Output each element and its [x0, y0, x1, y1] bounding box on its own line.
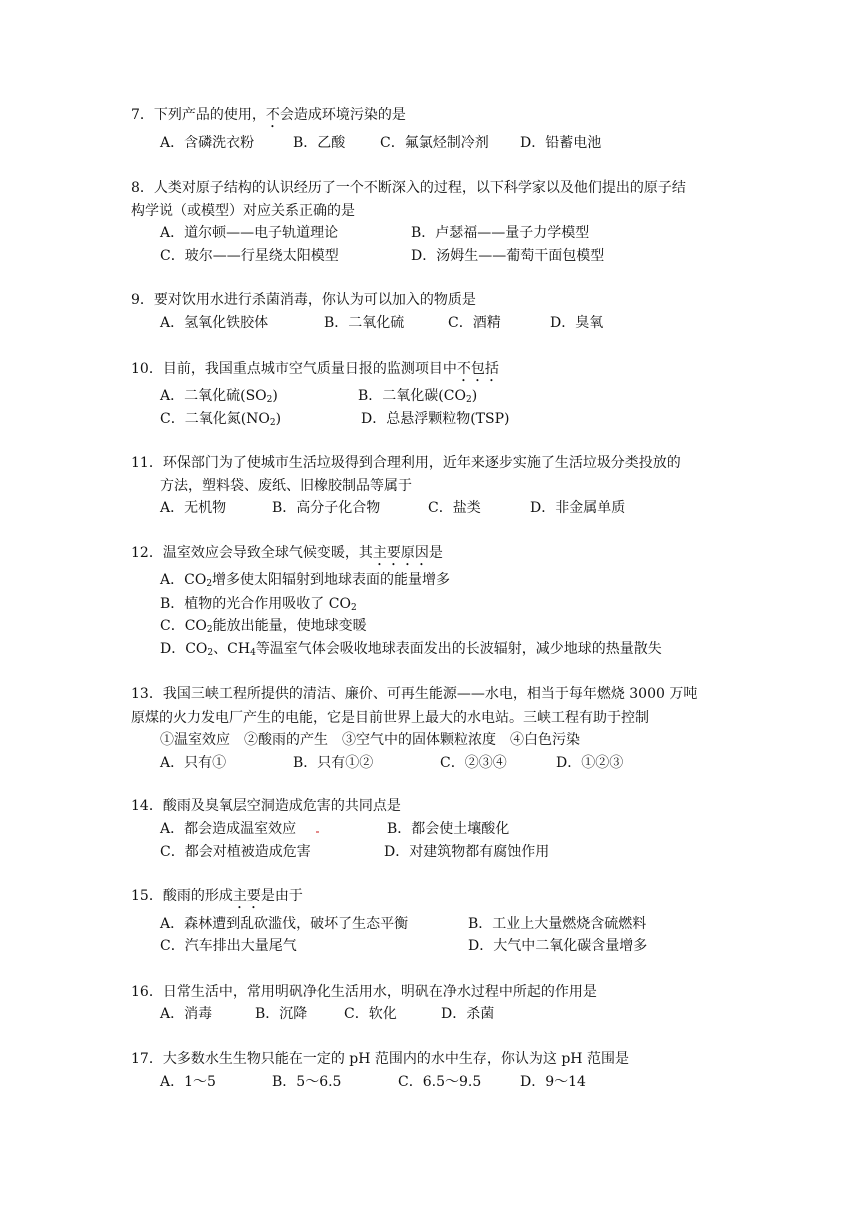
q11-option-d: D．非金属单质: [530, 500, 626, 516]
question-11-stem-line2: 方法，塑料袋、废纸、旧橡胶制品等属于: [160, 478, 412, 494]
q12-option-a: A．$CO_2$增多使太阳辐射到地球表面的能量增多: [160, 572, 451, 589]
question-16-stem: 16．日常生活中，常用明矾净化生活用水，明矾在净水过程中所起的作用是: [131, 984, 597, 1000]
q12-option-b: B．植物的光合作用吸收了 $CO_2$: [160, 596, 357, 613]
q8-option-d: D．汤姆生——葡萄干面包模型: [411, 248, 605, 264]
q8-option-b: B．卢瑟福——量子力学模型: [411, 225, 590, 241]
q10-option-c: C．二氧化氮$(NO_2)$: [160, 411, 282, 428]
question-13-stem-line1: 13．我国三峡工程所提供的清洁、廉价、可再生能源——水电，相当于每年燃烧 3000 万吨: [131, 686, 698, 702]
q11-option-a: A．无机物: [160, 500, 227, 516]
question-13-items: ①温室效应 ②酸雨的产生 ③空气中的固体颗粒浓度 ④白色污染: [160, 732, 580, 748]
q12-option-d: D．$CO_2$、$CH_4$等温室气体会吸收地球表面发出的长波辐射，减少地球的热量散失: [160, 641, 662, 658]
q16-option-d: D．杀菌: [441, 1006, 495, 1022]
q13-option-b: B．只有①②: [293, 755, 374, 771]
question-17-stem: 17．大多数水生生物只能在一定的 pH 范围内的水中生存，你认为这 pH 范围是: [131, 1051, 629, 1067]
q7-option-a: A．含磷洗衣粉: [160, 135, 255, 151]
q11-option-b: B．高分子化合物: [272, 500, 381, 516]
q7-option-c: C．氟氯烃制冷剂: [380, 135, 489, 151]
q16-option-b: B．沉降: [255, 1006, 308, 1022]
q10-option-a: A．二氧化硫$(SO_2)$: [160, 388, 278, 405]
q15-option-d: D．大气中二氧化碳含量增多: [468, 938, 648, 954]
question-11-stem-line1: 11．环保部门为了使城市生活垃圾得到合理利用，近年来逐步实施了生活垃圾分类投放的: [131, 455, 681, 471]
emphasis-main-reason: 主要原因: [372, 545, 429, 561]
emphasis-not-include: 不包括: [456, 361, 499, 377]
q10-option-d: D．总悬浮颗粒物(TSP): [361, 411, 510, 427]
question-15-stem: 15．酸雨的形成主要是由于: [131, 888, 303, 904]
q17-option-b: B．5～6.5: [272, 1074, 342, 1090]
q17-option-c: C．6.5～9.5: [398, 1074, 482, 1090]
q14-option-c: C．都会对植被造成危害: [160, 844, 311, 860]
q9-option-c: C．酒精: [448, 315, 501, 331]
q17-option-d: D．9～14: [520, 1074, 586, 1090]
question-14-stem: 14．酸雨及臭氧层空洞造成危害的共同点是: [131, 798, 401, 814]
q16-option-c: C．软化: [344, 1006, 397, 1022]
q15-option-b: B．工业上大量燃烧含硫燃料: [468, 916, 647, 932]
q9-option-b: B．二氧化硫: [324, 315, 405, 331]
q16-option-a: A．消毒: [160, 1006, 213, 1022]
q9-option-a: A．氢氧化铁胶体: [160, 315, 269, 331]
q15-option-a: A．森林遭到乱砍滥伐，破坏了生态平衡: [160, 916, 409, 932]
question-10-stem: 10．目前，我国重点城市空气质量日报的监测项目中不包括: [131, 361, 499, 377]
q11-option-c: C．盐类: [428, 500, 481, 516]
q10-option-b: B．二氧化碳$(CO_2)$: [358, 388, 478, 405]
q13-option-c: C．②③④: [440, 755, 507, 771]
q17-option-a: A．1～5: [160, 1074, 216, 1090]
question-13-stem-line2: 原煤的火力发电厂产生的电能，它是目前世界上最大的水电站。三峡工程有助于控制: [131, 710, 649, 726]
q14-option-a: A．都会造成温室效应: [160, 821, 297, 837]
q13-option-d: D．①②③: [556, 755, 624, 771]
q8-option-c: C．玻尔——行星绕太阳模型: [160, 248, 339, 264]
q9-option-d: D．臭氧: [550, 315, 604, 331]
q8-option-a: A．道尔顿——电子轨道理论: [160, 225, 339, 241]
q12-option-c: C．$CO_2$能放出能量，使地球变暖: [160, 618, 367, 635]
question-8-stem-line1: 8．人类对原子结构的认识经历了一个不断深入的过程，以下科学家以及他们提出的原子结: [131, 180, 686, 196]
question-12-stem: 12．温室效应会导致全球气候变暖，其主要原因是: [131, 545, 443, 561]
question-7-stem: 7．下列产品的使用，不会造成环境污染的是: [131, 107, 406, 123]
emphasis-mainly: 主要: [232, 888, 261, 904]
stray-red-mark: [316, 831, 319, 833]
emphasis-not: 不: [265, 107, 280, 123]
q7-option-d: D．铅蓄电池: [520, 135, 602, 151]
q7-option-b: B．乙酸: [293, 135, 346, 151]
q15-option-c: C．汽车排出大量尾气: [160, 938, 297, 954]
question-8-stem-line2: 构学说（或模型）对应关系正确的是: [131, 203, 355, 219]
q14-option-d: D．对建筑物都有腐蚀作用: [384, 844, 550, 860]
question-9-stem: 9．要对饮用水进行杀菌消毒，你认为可以加入的物质是: [131, 292, 476, 308]
q14-option-b: B．都会使土壤酸化: [387, 821, 510, 837]
q13-option-a: A．只有①: [160, 755, 227, 771]
